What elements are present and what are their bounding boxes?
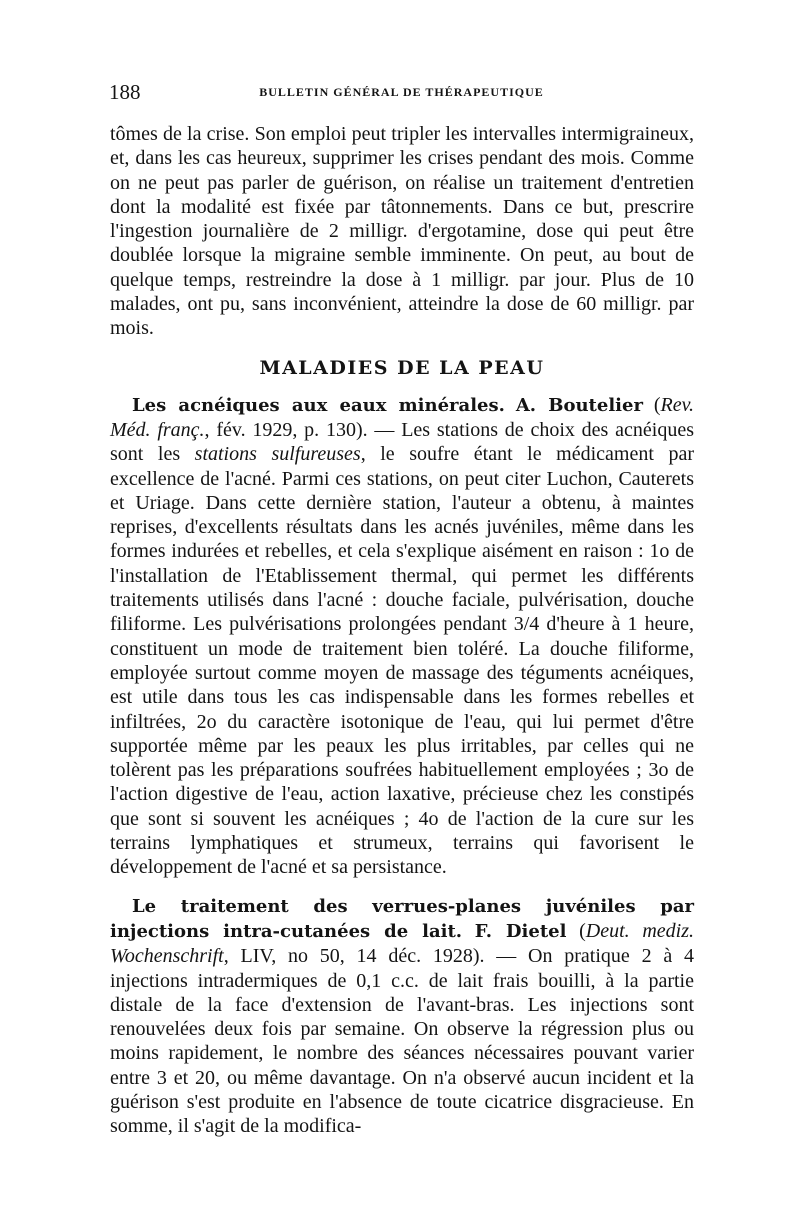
article-acne-italic: stations sulfureuses	[194, 443, 361, 466]
article-acne-author: A. Boutelier	[515, 394, 643, 416]
article-acne	[110, 393, 694, 880]
article-verrues-text: — On pratique 2 à 4 injections intradermiques de 0,1 c.c. de lait frais bouilli, à la partie distale de la face d'extension de l'avant-bras. Les injections sont renouvelées deux fois par semaine. On observe la régression plus ou moins rapidement, le nombre des séances nécessaires pouvant varier entre 3 et 20, ou même davantage. On n'a observé aucun incident et la guérison s'est produite en l'absence de toute cicatrice disgracieuse. En somme, il s'agit de la modifica-	[110, 945, 694, 1138]
article-verrues-author: F. Dietel	[474, 920, 567, 942]
paragraph-gap	[110, 880, 694, 894]
article-verrues	[110, 894, 694, 1139]
page-number: 188	[109, 80, 141, 104]
body-text	[110, 122, 694, 1139]
article-acne-text-a: — Les stations de choix des acnéiques sont les	[110, 418, 694, 466]
page-header	[109, 80, 694, 110]
article-acne-source-open: (	[653, 393, 661, 416]
article-verrues-source: , LIV, no 50, 14 déc. 1928).	[223, 945, 485, 968]
article-acne-title: Les acnéiques aux eaux minérales.	[132, 394, 505, 416]
article-verrues-source-open: (	[579, 919, 586, 942]
running-head: BULLETIN GÉNÉRAL DE THÉRAPEUTIQUE	[259, 85, 544, 99]
article-acne-text-b: , le soufre étant le médicament par excellence de l'acné. Parmi ces stations, on peut citer Luchon, Cauterets et Uriage. Dans cette dernière station, l'auteur a obtenu, à maintes reprises, d'excellents résultats dans les acnés juvéniles, même dans les formes indurées et rebelles, et cela s'explique aisément en raison : 1o de l'installation de l'Etablissement thermal, qui permet les différents traitements utilisés dans l'acné : douche faciale, pulvérisation, douche filiforme. Les pulvérisations prolongées pendant 3/4 d'heure à 1 heure, constituent un mode de traitement bien toléré. La douche filiforme, employée surtout comme moyen de massage des téguments acnéiques, est utile dans tous les cas indispensable dans les formes rebelles et infiltrées, 2o du caractère isotonique de l'eau, qui lui permet d'être supportée même par les peaux les plus irritables, par celles qui ne tolèrent pas les préparations soufrées habituellement employées ; 3o de l'action digestive de l'eau, action laxative, précieuse chez les constipés que sont si souvent les acnéiques ; 4o de l'action de la cure sur les terrains lymphatiques et strumeux, terrains qui favorisent le développement de l'acné et sa persistance.	[110, 443, 694, 879]
intro-paragraph: tômes de la crise. Son emploi peut tripler les intervalles intermigraineux, et, dans les cas heureux, supprimer les crises pendant des mois. Comme on ne peut pas parler de guérison, on réalise un traitement d'entretien dont la modalité est fixée par tâtonnements. Dans ce but, prescrire l'ingestion journalière de 2 milligr. d'ergotamine, dose qui peut être doublée lorsque la migraine semble imminente. On peut, au bout de quelque temps, restreindre la dose à 1 milligr. par jour. Plus de 10 malades, ont pu, sans inconvénient, atteindre la dose de 60 milligr. par mois.	[110, 123, 694, 340]
article-verrues-journal: Deut. mediz. Wochenschrift	[110, 919, 694, 968]
article-verrues-title: Le traitement des verrues-planes juvéniles par injections intra-cutanées de lait.	[110, 895, 694, 942]
article-acne-journal: Rev. Méd. franç.	[110, 393, 695, 441]
section-heading: MALADIES DE LA PEAU	[259, 356, 545, 379]
article-acne-source: , fév. 1929, p. 130).	[204, 418, 368, 441]
